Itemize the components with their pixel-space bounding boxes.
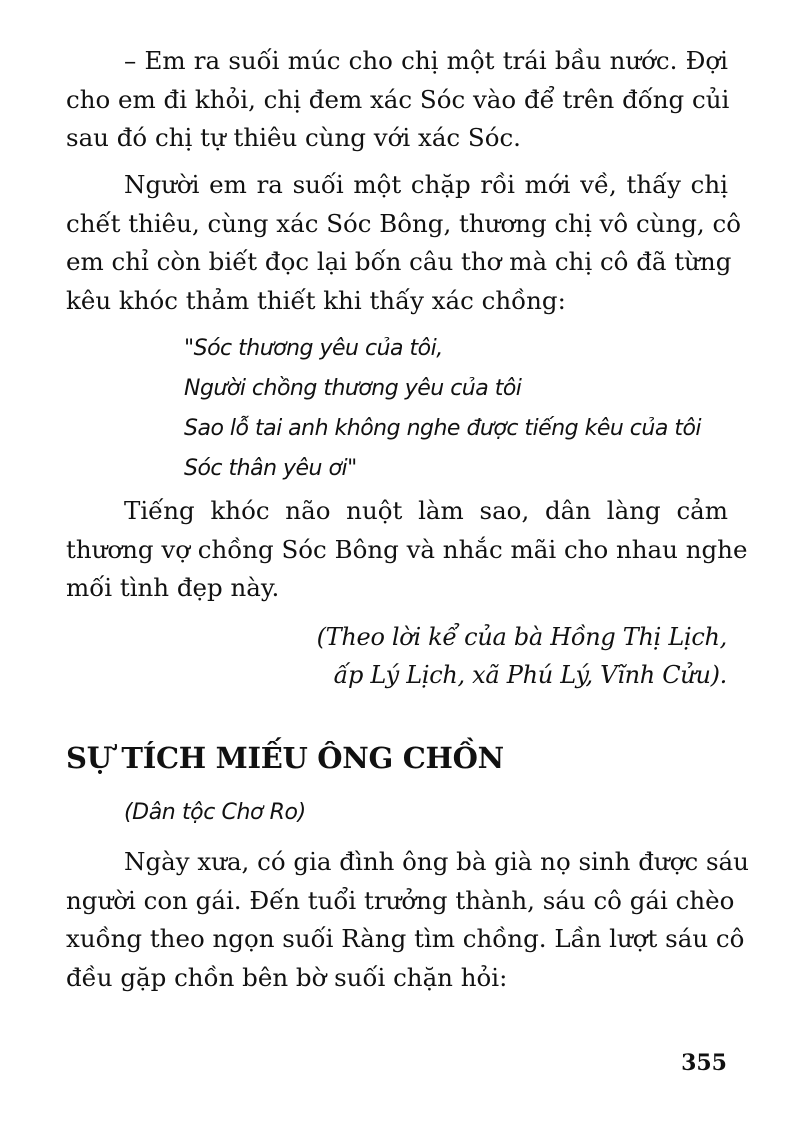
text-line: kêu khóc thảm thiết khi thấy xác chồng: [66,285,566,315]
text-line: mối tình đẹp này. [66,573,280,602]
page-number: 355 [681,1050,727,1076]
text-line: – Em ra suối múc cho chị một trái bầu nước. Đợi [124,46,728,75]
text-line: Người em ra suối một chặp rồi mới về, thấy chị [124,170,728,199]
credit-line: (Theo lời kể của bà Hồng Thị Lịch, [316,623,727,651]
credit-line: ấp Lý Lịch, xã Phú Lý, Vĩnh Cửu). [333,661,727,689]
section-title: SỰ TÍCH MIẾU ÔNG CHỒN [66,741,504,775]
poem-line: Người chồng thương yêu của tôi [184,376,522,401]
text-line: người con gái. Đến tuổi trưởng thành, sáu cô gái chèo [66,885,735,915]
paragraph-1 [66,42,728,158]
text-line: đều gặp chồn bên bờ suối chặn hỏi: [66,962,508,992]
paragraph-2 [66,166,741,320]
paragraph-4 [66,843,749,997]
text-line: thương vợ chồng Sóc Bông và nhắc mãi cho nhau nghe [66,534,748,564]
text-line: xuồng theo ngọn suối Ràng tìm chồng. Lần lượt sáu cô [66,924,745,953]
section-subtitle: (Dân tộc Chơ Ro) [124,800,306,825]
source-credit [317,618,727,694]
text-line: Ngày xưa, có gia đình ông bà già nọ sinh được sáu [124,847,749,876]
poem-line: Sao lỗ tai anh không nghe được tiếng kêu của tôi [184,416,702,441]
text-line: em chỉ còn biết đọc lại bốn câu thơ mà chị cô đã từng [66,247,732,276]
text-line: Tiếng khóc não nuột làm sao, dân làng cảm [124,496,728,525]
poem-quote [184,329,701,489]
text-line: sau đó chị tự thiêu cùng với xác Sóc. [66,123,521,152]
text-line: chết thiêu, cùng xác Sóc Bông, thương chị vô cùng, cô [66,208,741,238]
text-line: cho em đi khỏi, chị đem xác Sóc vào để trên đống củi [66,84,730,114]
poem-line: "Sóc thương yêu của tôi, [184,336,443,361]
poem-line: Sóc thân yêu ơi" [184,456,357,481]
paragraph-3 [66,492,748,608]
